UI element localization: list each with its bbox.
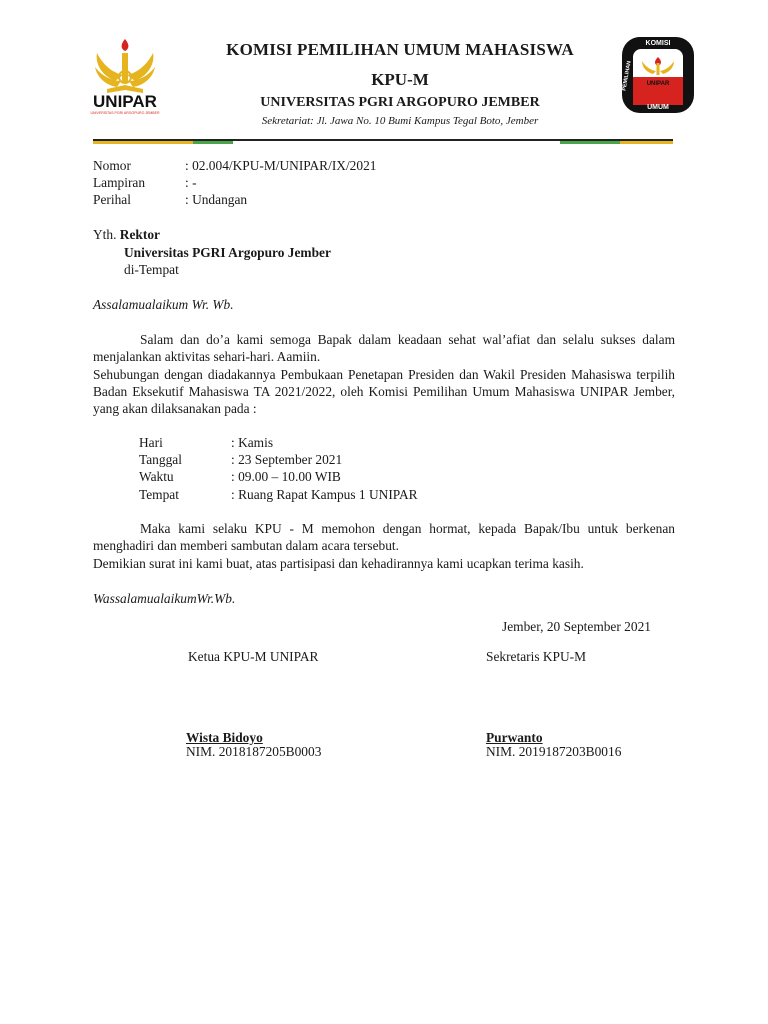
paragraph-1: Salam dan do’a kami semoga Bapak dalam keadaan sehat wal’afiat dan selalu sukses dalam menjalankan aktivitas sehari-hari. Aamiin. xyxy=(93,332,675,365)
signature-left-name: Wista Bidoyo xyxy=(186,730,263,745)
paragraph-4: Demikian surat ini kami buat, atas partisipasi dan kehadirannya kami ucapkan terima kasih. xyxy=(93,556,584,571)
tanggal-label: Tanggal xyxy=(139,452,182,467)
tanggal-value: : 23 September 2021 xyxy=(231,452,343,467)
unipar-logo-text: UNIPAR xyxy=(93,92,157,111)
paragraph-3: Maka kami selaku KPU - M memohon dengan hormat, kepada Bapak/Ibu untuk berkenan menghadiri dan memberi sambutan dalam acara tersebut. xyxy=(93,521,675,554)
waktu-value: : 09.00 – 10.00 WIB xyxy=(231,469,341,484)
signature-left-nim: NIM. 2018187205B0003 xyxy=(186,744,322,759)
tempat-label: Tempat xyxy=(139,487,179,502)
kpu-logo-side-text: PEMILIHAN xyxy=(621,60,633,92)
hari-value: : Kamis xyxy=(231,435,274,450)
kpu-logo-top-text: KOMISI xyxy=(645,40,671,47)
header-rule-accent-green-right xyxy=(560,141,620,144)
recipient-name: Rektor xyxy=(119,227,160,242)
recipient-place: di-Tempat xyxy=(124,262,179,277)
greeting: Assalamualaikum Wr. Wb. xyxy=(93,297,234,312)
header-rule-accent-gold-right xyxy=(620,141,673,144)
header-rule-accent-green xyxy=(193,141,233,144)
signature-right-nim: NIM. 2019187203B0016 xyxy=(486,744,622,759)
signature-right-role: Sekretaris KPU-M xyxy=(486,649,587,664)
nomor-value: : 02.004/KPU-M/UNIPAR/IX/2021 xyxy=(185,158,377,173)
signature-left-role: Ketua KPU-M UNIPAR xyxy=(188,649,319,664)
perihal-value: : Undangan xyxy=(185,192,248,207)
university-name: UNIVERSITAS PGRI ARGOPURO JEMBER xyxy=(260,95,540,110)
recipient-yth: Yth. xyxy=(93,227,117,242)
date-place: Jember, 20 September 2021 xyxy=(502,619,651,634)
lampiran-label: Lampiran xyxy=(93,175,146,190)
org-acronym: KPU-M xyxy=(371,70,429,89)
kpu-logo-center-text: UNIPAR xyxy=(646,81,670,87)
org-title: KOMISI PEMILIHAN UMUM MAHASISWA xyxy=(226,40,574,59)
recipient-institution: Universitas PGRI Argopuro Jember xyxy=(124,245,331,260)
nomor-label: Nomor xyxy=(93,158,131,173)
header-rule-accent-gold xyxy=(93,141,193,144)
perihal-label: Perihal xyxy=(93,192,131,207)
signature-right-name: Purwanto xyxy=(486,730,543,745)
unipar-logo-subtext: UNIVERSITAS PGRI ARGOPURO JEMBER xyxy=(90,111,160,115)
lampiran-value: : - xyxy=(185,175,197,190)
closing: WassalamualaikumWr.Wb. xyxy=(93,591,236,606)
tempat-value: : Ruang Rapat Kampus 1 UNIPAR xyxy=(231,487,418,502)
kpu-logo-bottom-text: UMUM xyxy=(647,104,669,111)
hari-label: Hari xyxy=(139,435,163,450)
waktu-label: Waktu xyxy=(139,469,174,484)
paragraph-2: Sehubungan dengan diadakannya Pembukaan Penetapan Presiden dan Wakil Presiden Mahasiswa terpilih Badan Eksekutif Mahasiswa TA 2021/2022, oleh Komisi Pemilihan Umum Mahasiswa UNIPAR Jember, yang akan dilaksanakan pada : xyxy=(93,367,675,417)
recipient-line xyxy=(93,226,160,243)
kpu-logo xyxy=(618,35,698,115)
secretariat-address: Sekretariat: Jl. Jawa No. 10 Bumi Kampus Tegal Boto, Jember xyxy=(261,115,539,127)
